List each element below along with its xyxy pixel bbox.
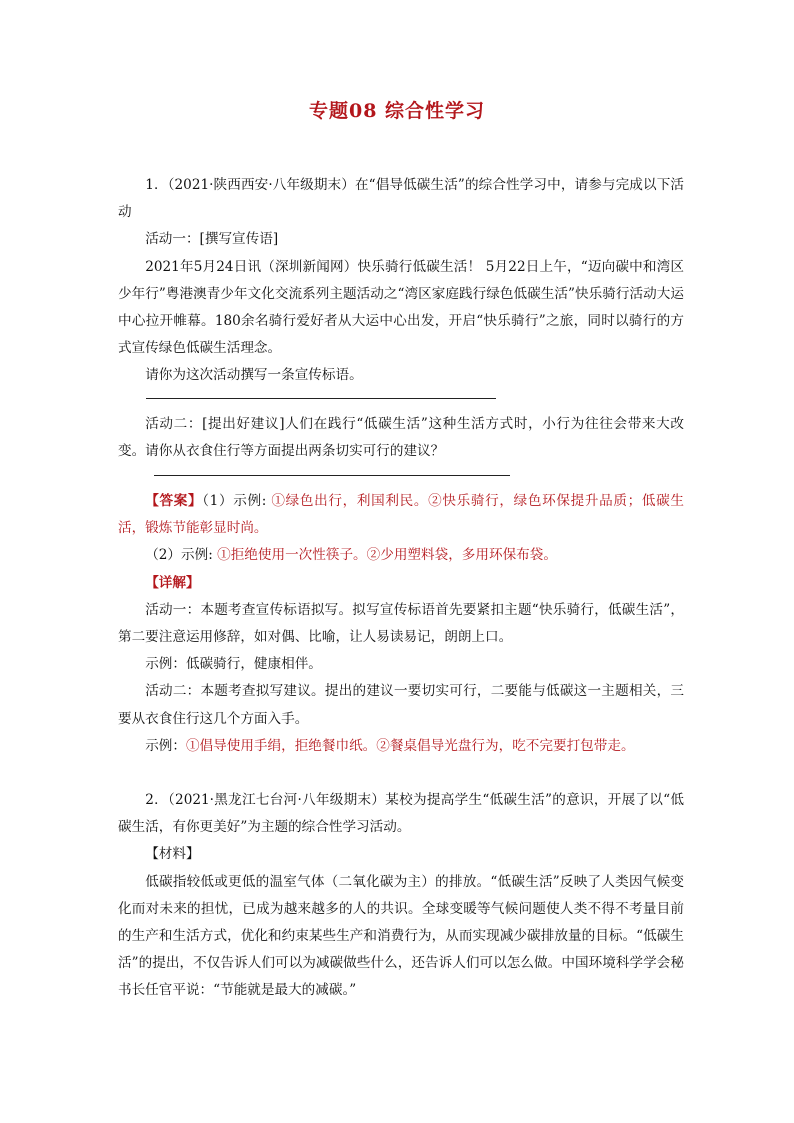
q1-detail-1-example: 示例：低碳骑行，健康相伴。 [145,656,322,673]
q1-answer [118,488,684,542]
q1-detail-tag [118,570,684,597]
document-body [118,172,684,1005]
q1-detail-1: 活动一：本题考查宣传标语拟写。拟写宣传标语首先要紧扣主题“快乐骑行，低碳生活”，第二要注意运用修辞，如对偶、比喻，让人易读易记，朗朗上口。 [118,601,684,646]
answer-tag: 【答案】 [145,493,203,510]
q1-answer-2 [118,542,684,569]
page-title: 专题08 综合性学习 [308,100,486,122]
answer-2-prefix: （2）示例: [145,547,218,564]
q1-activity1-label: 活动一：[撰写宣传语] [145,231,279,248]
q1-activity1-prompt: 请你为这次活动撰写一条宣传标语。 [145,367,363,384]
detail-2-example-prefix: 示例： [145,737,186,754]
q2-intro: 2．（2021·黑龙江七台河·八年级期末）某校为提高学生“低碳生活”的意识，开展了以“低碳生活，有你更美好”为主题的综合性学习活动。 [118,792,684,836]
detail-tag: 【详解】 [145,574,200,591]
detail-2-example-text: ①倡导使用手绢，拒绝餐巾纸。②餐桌倡导光盘行为，吃不完要打包带走。 [185,737,635,754]
q1-detail-2: 活动二：本题考查拟写建议。提出的建议一要切实可行，二要能与低碳这一主题相关，三要从衣食住行这几个方面入手。 [118,683,684,727]
q2-material-tag: 【材料】 [145,846,200,863]
answer-1-text: ①绿色出行，利国利民。②快乐骑行，绿色环保提升品质；低碳生活，锻炼节能彰显时尚。 [118,493,685,537]
q2-material-text: 低碳指较低或更低的温室气体（二氧化碳为主）的排放。“低碳生活”反映了人类因气候变化而对未来的担忧，已成为越来越多的人的共识。全球变暖等气候问题使人类不得不考量目前的生产和生活方式，优化和约束某些生产和消费行为，从而实现减少碳排放量的目标。“低碳生活”的提出，不仅告诉人们可以为减碳做些什么，还告诉人们可以怎么做。中国环境科学学会秘书长任官平说：“节能就是最大的减碳。” [118,873,684,999]
answer-2-text: ①拒绝使用一次性筷子。②少用塑料袋，多用环保布袋。 [217,547,557,564]
answer-1-prefix: （1）示例: [202,493,272,510]
section-gap [118,760,684,787]
q1-detail-2-example [118,733,684,760]
answer-blank-line-2 [154,475,510,476]
q1-intro: 1．（2021·陕西西安·八年级期末）在“倡导低碳生活”的综合性学习中，请参与完成以下活动 [118,177,684,221]
answer-blank-line-1 [146,398,496,399]
q1-activity2-text: 活动二：[提出好建议]人们在践行“低碳生活”这种生活方式时，小行为往往会带来大改变。请你从衣食住行等方面提出两条切实可行的建议？ [118,415,684,459]
q1-activity1-text: 2021年5月24日讯（深圳新闻网）快乐骑行低碳生活！ 5月22日上午，“迈向碳中和湾区少年行”粤港澳青少年文化交流系列主题活动之“湾区家庭践行绿色低碳生活”快乐骑行活动大运中心拉开帷幕。180余名骑行爱好者从大运中心出发，开启“快乐骑行”之旅，同时以骑行的方式宣传绿色低碳生活理念。 [118,258,684,357]
